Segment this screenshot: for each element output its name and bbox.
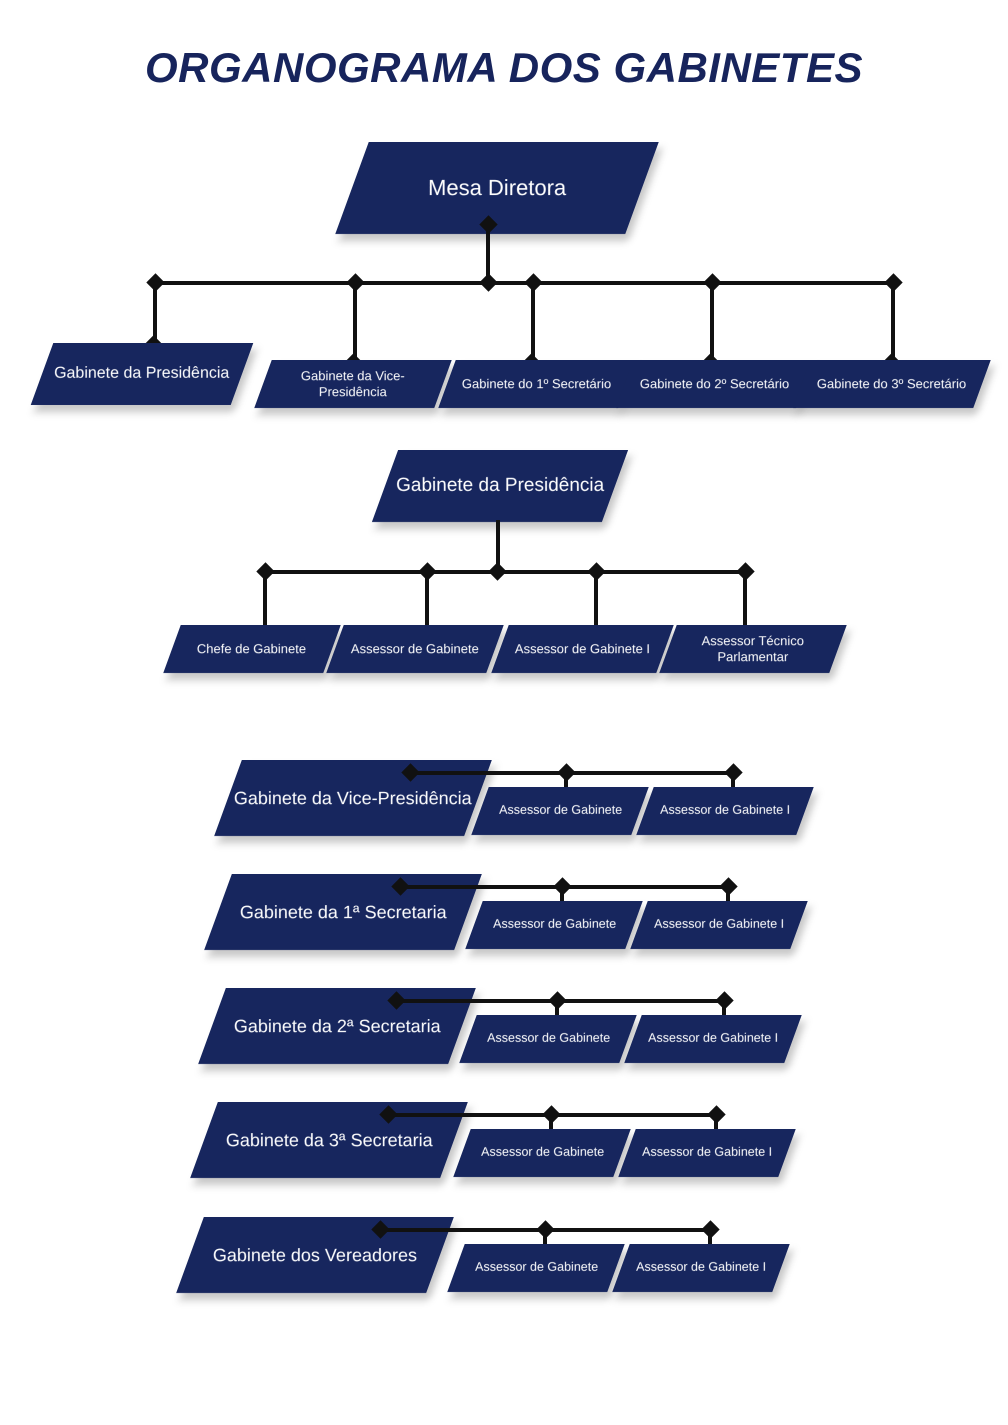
node-label: Assessor de Gabinete I [654,917,784,932]
connector-drop [353,283,357,363]
node-label: Assessor de Gabinete I [514,640,651,656]
node-assessor-de-gabinete-i [636,787,813,835]
node-assessor-de-gabinete-i [618,1129,795,1177]
page-title: ORGANOGRAMA DOS GABINETES [145,44,863,91]
node-label: Assessor de Gabinete [480,1145,604,1160]
node-gabinete-2-secretario [616,360,813,408]
node-label: Assessor de Gabinete [486,1031,610,1046]
node-label: Gabinete da Presidência [54,365,230,382]
node-assessor-de-gabinete-i [624,1015,801,1063]
node-label: Gabinete dos Vereadores [212,1244,418,1265]
node-gabinete-3-secretario [793,360,990,408]
node-label: Gabinete do 1º Secretário [462,375,612,391]
node-presidencia-head [372,450,628,522]
node-assessor-de-gabinete [326,625,503,673]
connector-presidencia-bus [265,570,745,574]
connector-drop [891,283,895,363]
node-label: Assessor de Gabinete [492,917,616,932]
node-label: Assessor de Gabinete [474,1260,598,1275]
connector-drop [531,283,535,363]
node-label: Chefe de Gabinete [197,640,307,656]
node-label: Gabinete da 3ª Secretaria [225,1129,433,1150]
node-assessor-de-gabinete [453,1129,630,1177]
node-label: Assessor de Gabinete I [660,803,790,818]
node-assessor-de-gabinete [471,787,648,835]
node-assessor-de-gabinete [465,901,642,949]
node-label: Mesa Diretora [427,175,567,201]
node-label: Gabinete da Vice-Presidência [301,367,405,399]
connector-drop [710,283,714,363]
node-label: Assessor de Gabinete I [636,1260,766,1275]
node-label: Gabinete da Presidência [395,475,605,497]
node-label: Assessor de Gabinete I [642,1145,772,1160]
node-assessor-tecnico-parlamentar [659,625,846,673]
node-label: Gabinete do 2º Secretário [640,375,790,391]
node-assessor-de-gabinete [459,1015,636,1063]
node-label: Gabinete da 2ª Secretaria [233,1015,441,1036]
node-gabinete-1-secretario [438,360,635,408]
node-mesa-diretora [335,142,658,234]
node-label: Gabinete do 3º Secretário [817,375,967,391]
node-gabinete-presidencia [31,343,254,405]
node-gabinete-vice-presidencia [254,360,451,408]
node-assessor-de-gabinete-i [612,1244,789,1292]
node-chefe-de-gabinete [163,625,340,673]
node-assessor-de-gabinete-i [630,901,807,949]
node-label: Assessor de Gabinete I [648,1031,778,1046]
node-label: Gabinete da Vice-Presidência [234,787,472,808]
node-assessor-de-gabinete [447,1244,624,1292]
node-label: Assessor de Gabinete [351,640,479,656]
node-label: Assessor de Gabinete [498,803,622,818]
node-label: Gabinete da 1ª Secretaria [239,901,447,922]
node-label: Assessor Técnico Parlamentar [701,632,805,664]
node-assessor-de-gabinete-i [491,625,673,673]
